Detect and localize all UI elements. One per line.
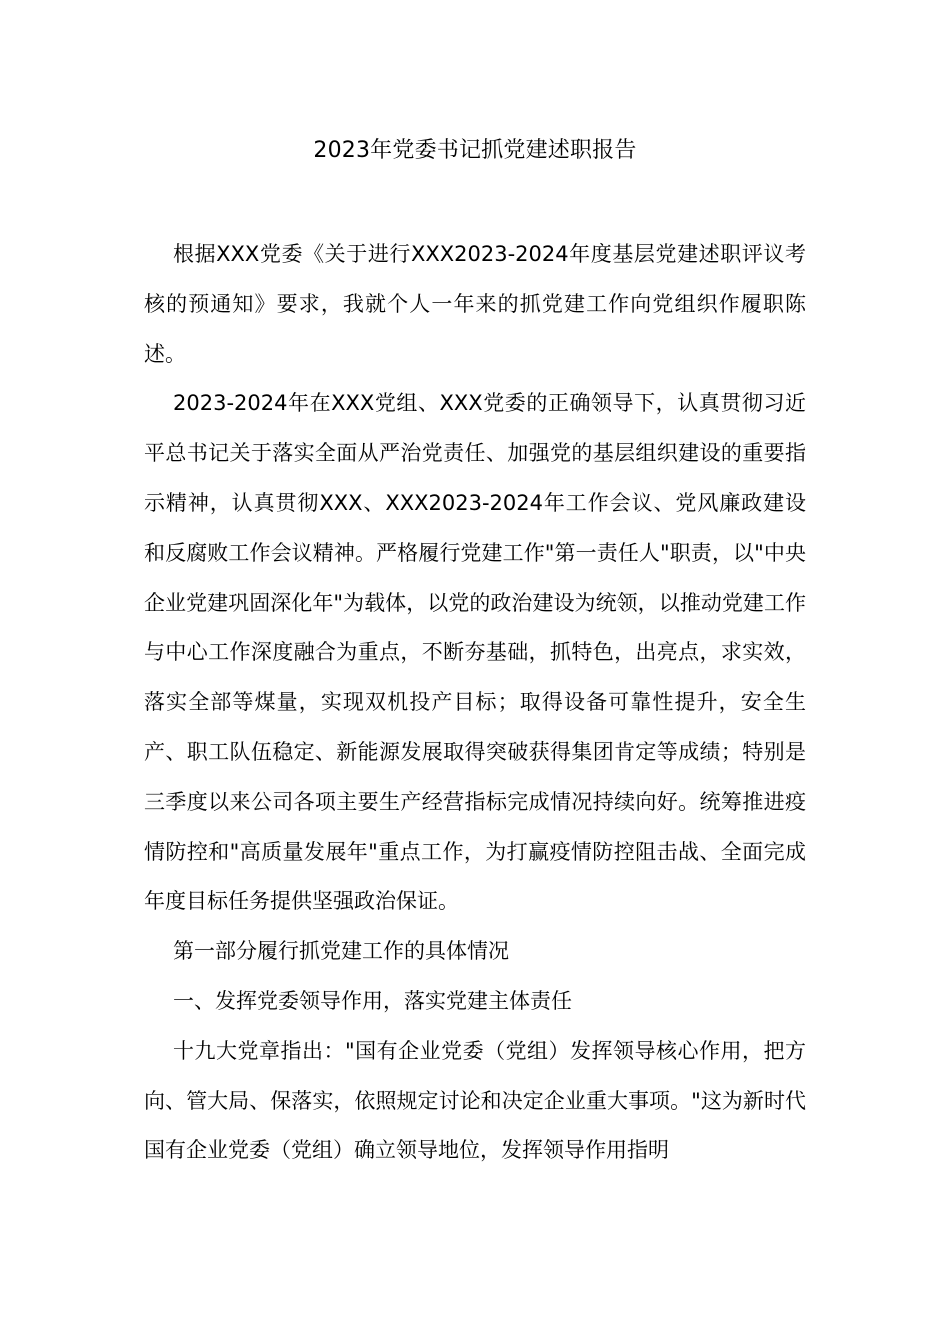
subsection-heading-one: 一、发挥党委领导作用，落实党建主体责任 xyxy=(173,988,572,1013)
document-body xyxy=(144,230,806,1176)
paragraph-party-constitution: 十九大党章指出："国有企业党委（党组）发挥领导核心作用，把方向、管大局、保落实，依照规定讨论和决定企业重大事项。"这为新时代国有企业党委（党组）确立领导地位，发挥领导作用指明 xyxy=(144,1038,806,1163)
paragraph-intro: 根据XXX党委《关于进行XXX2023-2024年度基层党建述职评议考核的预通知》要求，我就个人一年来的抓党建工作向党组织作履职陈述。 xyxy=(144,242,806,366)
paragraph-overview: 2023-2024年在XXX党组、XXX党委的正确领导下，认真贯彻习近平总书记关于落实全面从严治党责任、加强党的基层组织建设的重要指示精神，认真贯彻XXX、XXX2023-2024年工作会议、党风廉政建设和反腐败工作会议精神。严格履行党建工作"第一责任人"职责，以"中央企业党建巩固深化年"为载体，以党的政治建设为统领，以推动党建工作与中心工作深度融合为重点，不断夯基础，抓特色，出亮点，求实效，落实全部等煤量，实现双机投产目标；取得设备可靠性提升，安全生产、职工队伍稳定、新能源发展取得突破获得集团肯定等成绩；特别是三季度以来公司各项主要生产经营指标完成情况持续向好。统筹推进疫情防控和"高质量发展年"重点工作，为打赢疫情防控阻击战、全面完成年度目标任务提供坚强政治保证。 xyxy=(144,391,806,914)
document-title: 2023年党委书记抓党建述职报告 xyxy=(313,138,637,163)
section-heading-part-one: 第一部分履行抓党建工作的具体情况 xyxy=(173,939,509,964)
